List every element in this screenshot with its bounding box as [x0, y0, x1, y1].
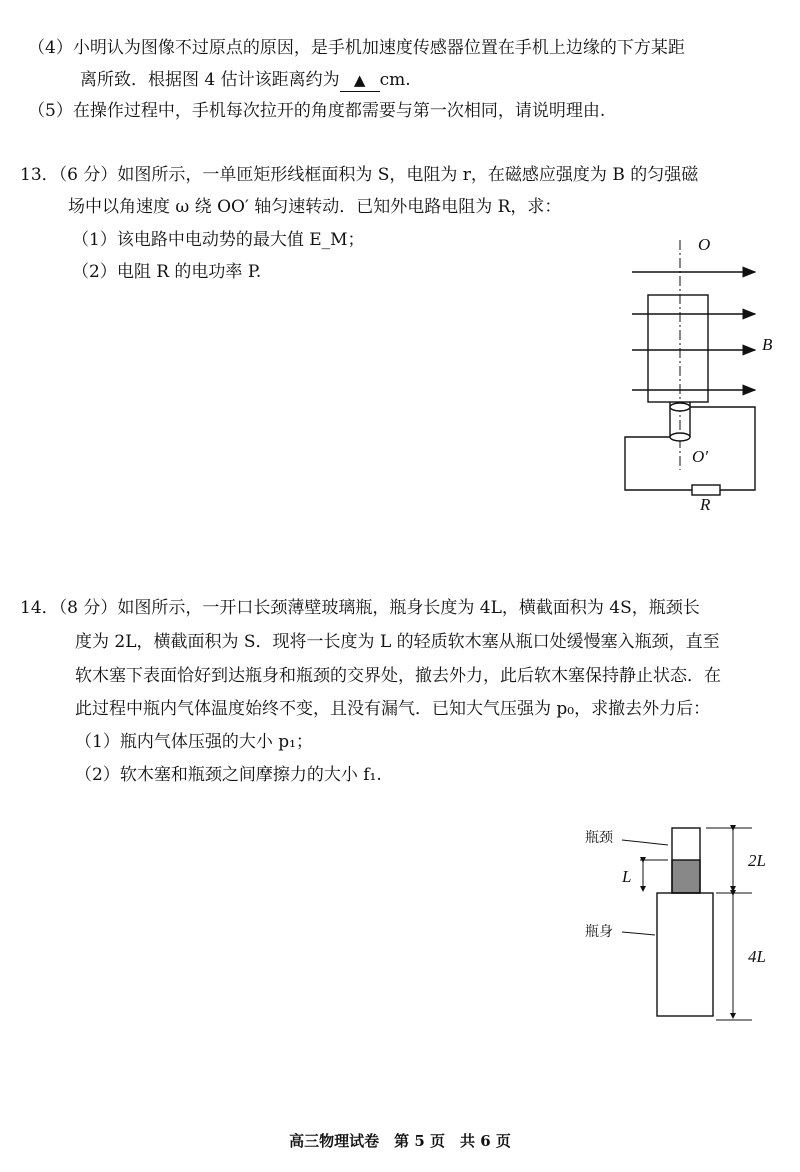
label-O-prime: O′: [692, 447, 708, 466]
label-body: 瓶身: [585, 924, 613, 940]
q13-line2: 场中以角速度 ω 绕 OO′ 轴匀速转动．已知外电路电阻为 R，求：: [68, 197, 562, 217]
q12-part4-text: 离所致．根据图 4 估计该距离约为: [80, 70, 340, 90]
q12-part5: （5）在操作过程中，手机每次拉开的角度都需要与第一次相同，请说明理由.: [28, 101, 606, 121]
q13-sub2: （2）电阻 R 的电功率 P.: [72, 262, 262, 282]
rotating-coil-diagram: [625, 240, 755, 495]
label-4L: 4L: [748, 947, 766, 966]
q12-part4-line1: （4）小明认为图像不过原点的原因，是手机加速度传感器位置在手机上边缘的下方某距: [28, 38, 685, 58]
q14-line2: 度为 2L，横截面积为 S．现将一长度为 L 的轻质软木塞从瓶口处缓慢塞入瓶颈，直至: [75, 632, 720, 652]
q13-line1: 13．（6 分）如图所示，一单匝矩形线框面积为 S，电阻为 r，在磁感应强度为 B 的匀强磁: [20, 165, 699, 185]
q14-line4: 此过程中瓶内气体温度始终不变，且没有漏气．已知大气压强为 p₀，求撤去外力后：: [75, 699, 711, 719]
label-neck: 瓶颈: [585, 830, 613, 846]
page-footer: 高三物理试卷 第 5 页 共 6 页: [289, 1132, 511, 1150]
q14-sub2: （2）软木塞和瓶颈之间摩擦力的大小 f₁.: [75, 765, 382, 785]
q14-sub1: （1）瓶内气体压强的大小 p₁；: [75, 732, 313, 752]
q13-sub1: （1）该电路中电动势的最大值 E_M；: [72, 230, 365, 250]
label-B: B: [762, 335, 773, 354]
bottle-diagram: [622, 828, 752, 1020]
label-O: O: [698, 235, 711, 254]
label-R: R: [700, 495, 711, 514]
unit-text: cm.: [379, 70, 411, 90]
q14-line1: 14．（8 分）如图所示，一开口长颈薄壁玻璃瓶，瓶身长度为 4L，横截面积为 4S，瓶颈长: [20, 598, 700, 618]
q14-line3: 软木塞下表面恰好到达瓶身和瓶颈的交界处，撤去外力，此后软木塞保持静止状态．在: [75, 666, 721, 686]
label-2L: 2L: [748, 851, 766, 870]
answer-blank: ▲: [340, 69, 380, 92]
label-L: L: [622, 867, 632, 886]
